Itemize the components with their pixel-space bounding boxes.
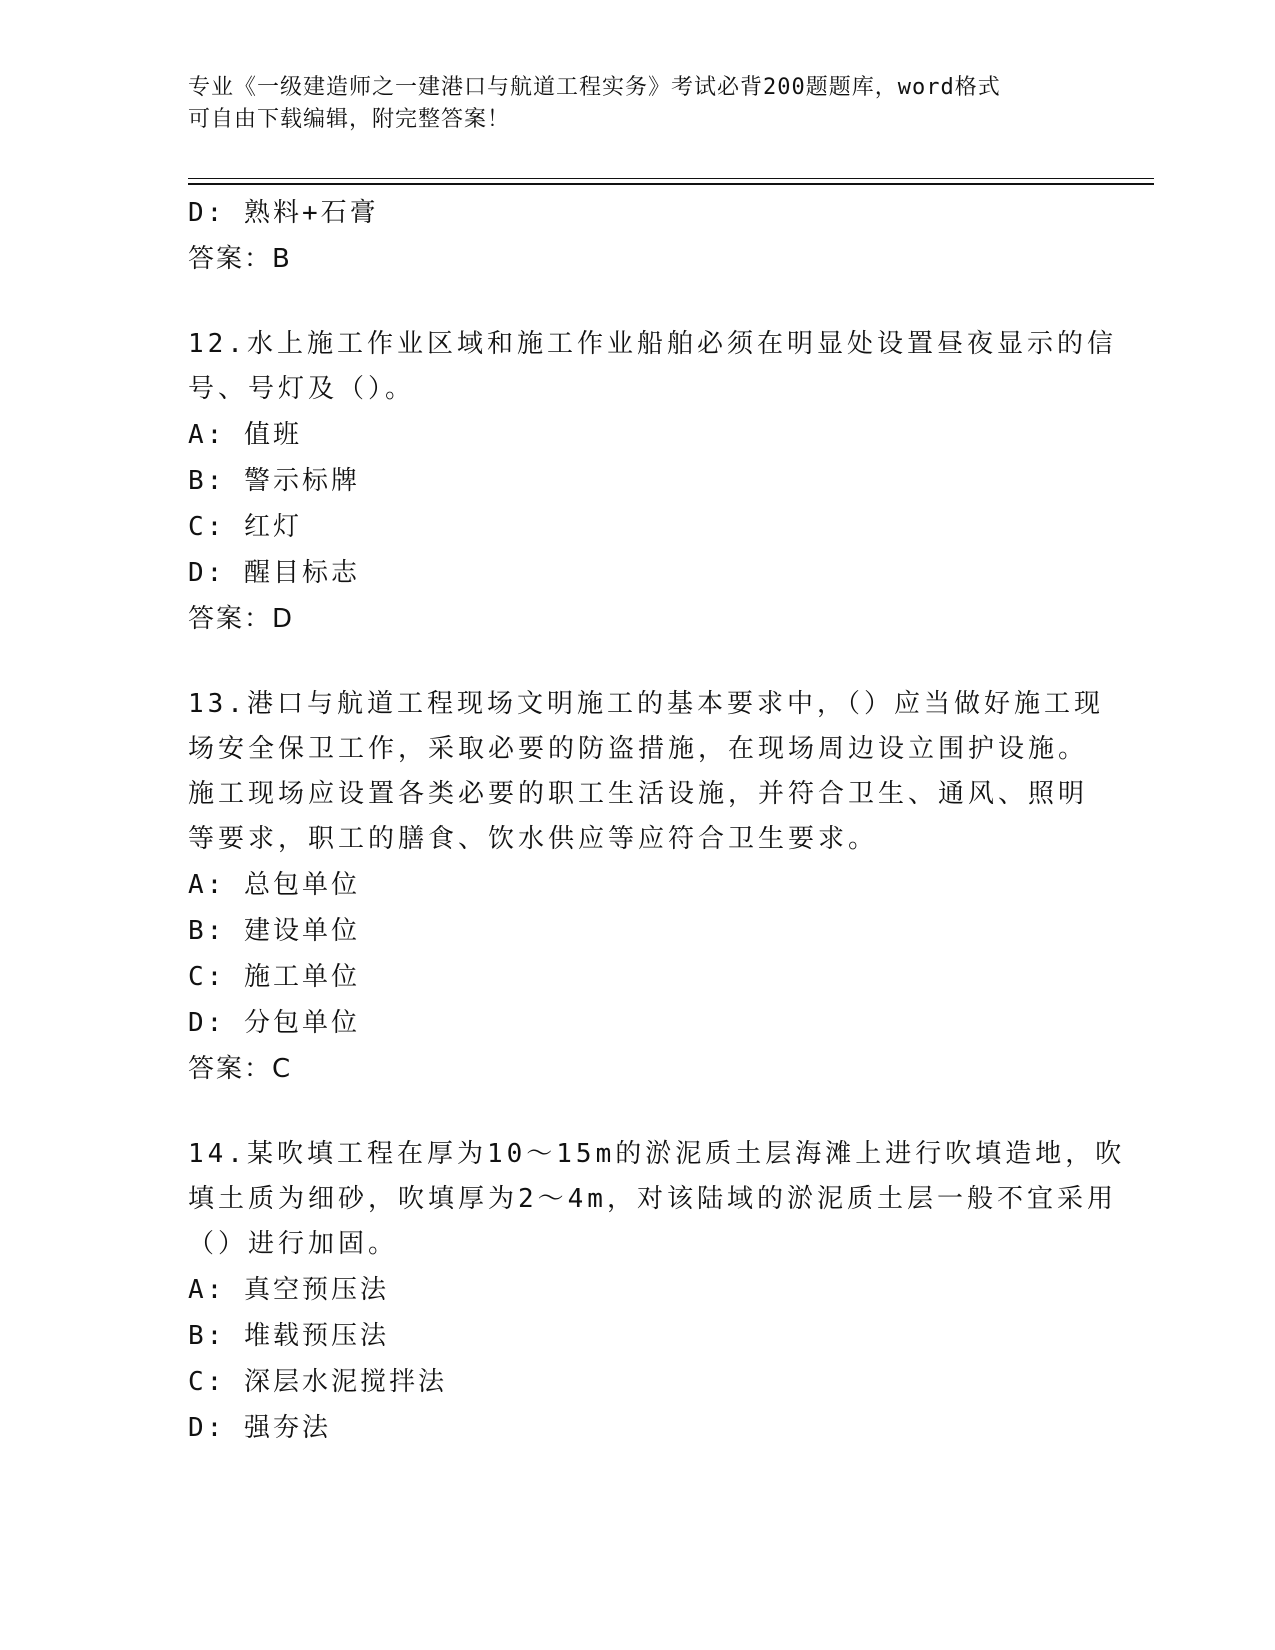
header-divider-thin: [188, 178, 1154, 179]
question-stem-line: 场安全保卫工作，采取必要的防盗措施，在现场周边设立围护设施。: [188, 734, 1089, 764]
question-stem-line: 号、号灯及（）。: [188, 374, 416, 404]
header-title-line-1: 专业《一级建造师之一建港口与航道工程实务》考试必背200题题库，word格式: [188, 75, 1001, 100]
option-d: D: 分包单位: [188, 1008, 360, 1038]
previous-question-tail: [188, 190, 1088, 282]
document-header: [188, 72, 1068, 136]
answer-line: 答案：C: [188, 1054, 293, 1084]
question-13: [188, 682, 1104, 1092]
option-c: C: 施工单位: [188, 962, 360, 992]
header-divider-thick: [188, 183, 1154, 185]
option-b: B: 堆载预压法: [188, 1321, 389, 1351]
question-stem-line: 填土质为细砂，吹填厚为2～4m，对该陆域的淤泥质土层一般不宜采用: [188, 1184, 1117, 1214]
option-c: C: 红灯: [188, 512, 302, 542]
option-b: B: 建设单位: [188, 916, 360, 946]
option-a: A: 真空预压法: [188, 1275, 389, 1305]
question-stem-line: （）进行加固。: [188, 1229, 399, 1259]
option-d: D: 熟料+石膏: [188, 198, 379, 228]
option-a: A: 值班: [188, 420, 302, 450]
header-title-line-2: 可自由下载编辑，附完整答案！: [188, 107, 511, 132]
question-stem-line: 等要求，职工的膳食、饮水供应等应符合卫生要求。: [188, 824, 879, 854]
question-stem-line: 施工现场应设置各类必要的职工生活设施，并符合卫生、通风、照明: [188, 779, 1089, 809]
option-d: D: 醒目标志: [188, 558, 360, 588]
option-c: C: 深层水泥搅拌法: [188, 1367, 447, 1397]
question-stem-line: 12.水上施工作业区域和施工作业船舶必须在明显处设置昼夜显示的信: [188, 329, 1117, 359]
question-content: [188, 190, 1126, 1451]
question-stem-line: 14.某吹填工程在厚为10～15m的淤泥质土层海滩上进行吹填造地，吹: [188, 1139, 1126, 1169]
option-d: D: 强夯法: [188, 1413, 331, 1443]
option-b: B: 警示标牌: [188, 466, 360, 496]
option-a: A: 总包单位: [188, 870, 360, 900]
answer-line: 答案：D: [188, 604, 295, 634]
answer-line: 答案：B: [188, 244, 292, 274]
question-12: [188, 322, 1117, 642]
question-stem-line: 13.港口与航道工程现场文明施工的基本要求中，（）应当做好施工现: [188, 689, 1104, 719]
question-14: [188, 1132, 1126, 1451]
